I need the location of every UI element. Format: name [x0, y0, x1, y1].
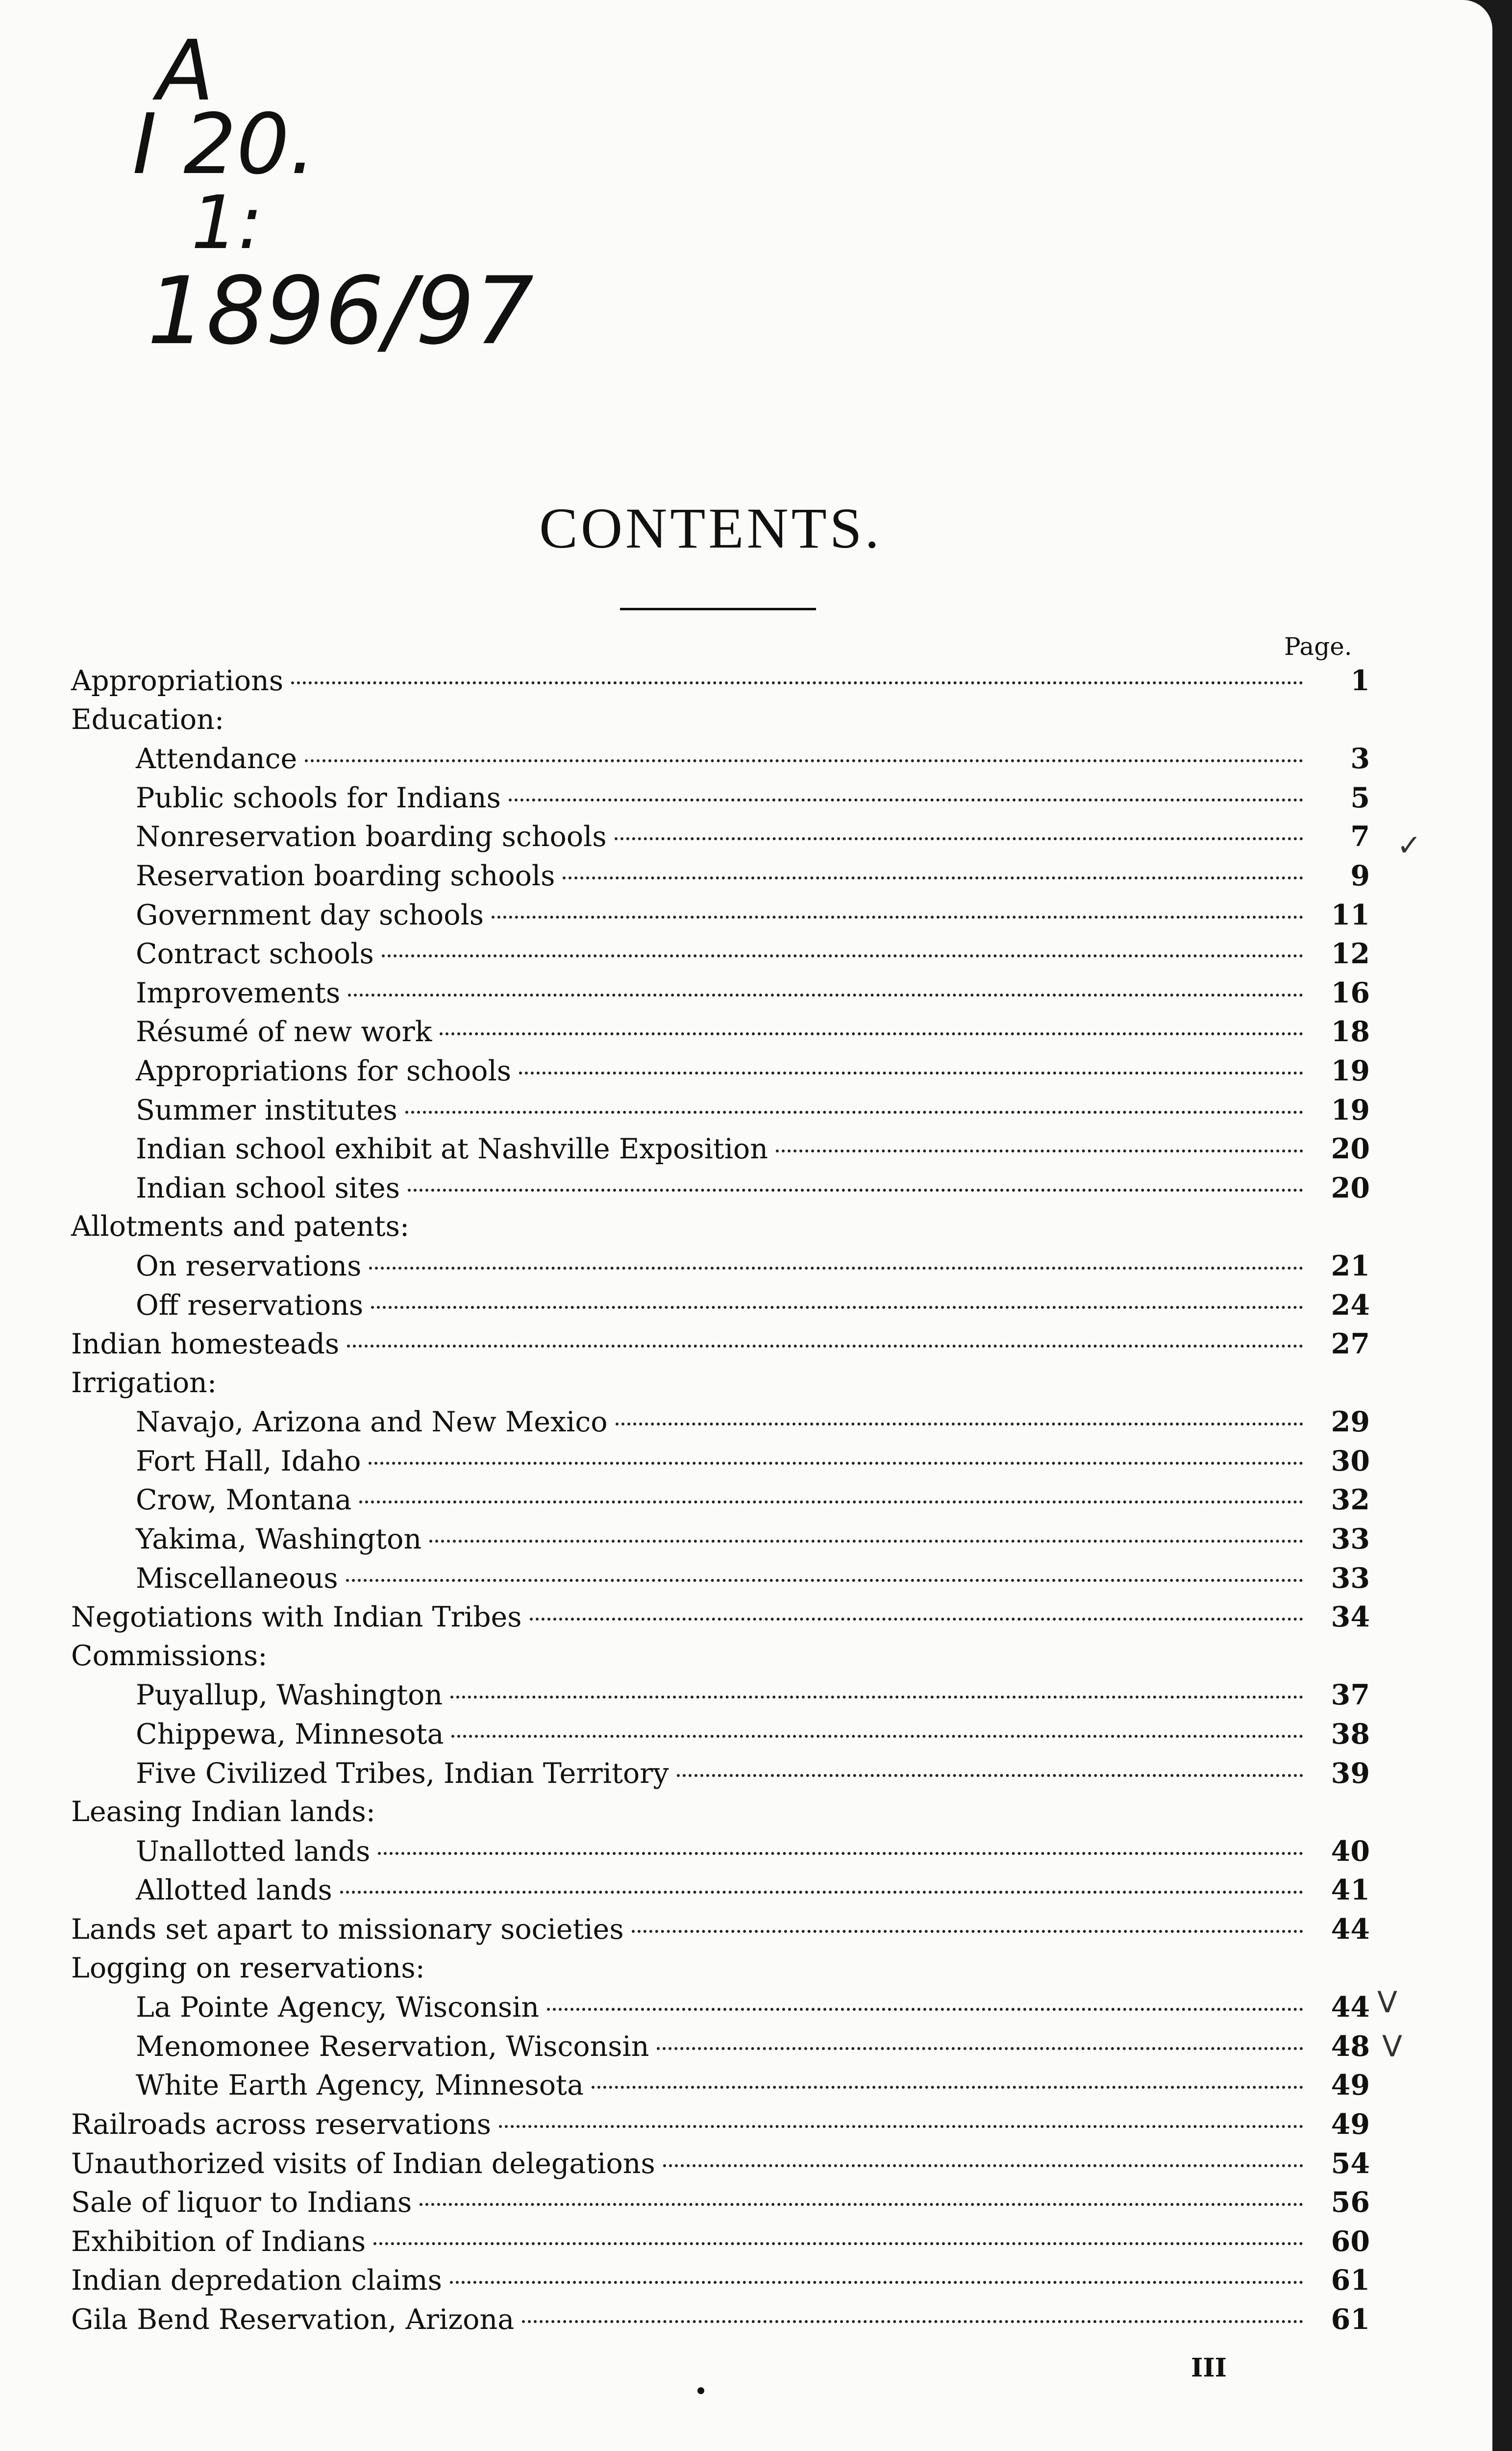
contents-entry — [71, 1132, 1370, 1172]
contents-entry — [71, 1913, 1370, 1952]
entry-label: Appropriations — [71, 665, 284, 697]
contents-entry — [71, 1054, 1370, 1094]
entry-page-number: 34 — [1331, 1601, 1370, 1634]
entry-page-number: 32 — [1331, 1483, 1370, 1517]
contents-section-heading — [71, 1210, 1370, 1250]
entry-label: White Earth Agency, Minnesota — [136, 2069, 584, 2102]
dot-leader — [347, 1345, 1303, 1348]
dot-leader — [509, 799, 1303, 801]
contents-entry — [71, 1483, 1370, 1523]
entry-page-number: 44 — [1331, 1991, 1370, 2024]
title-rule — [620, 608, 816, 610]
entry-label: Gila Bend Reservation, Arizona — [71, 2303, 515, 2336]
entry-label: Unauthorized visits of Indian delegations — [71, 2147, 655, 2180]
contents-section-heading — [71, 703, 1370, 743]
entry-label: Chippewa, Minnesota — [136, 1718, 444, 1751]
page-folio: III — [1191, 2353, 1227, 2383]
entry-page-number: 33 — [1331, 1523, 1370, 1556]
contents-entry — [71, 1718, 1370, 1757]
contents-entry — [71, 1991, 1370, 2030]
entry-label: Education: — [71, 703, 224, 736]
entry-page-number: 20 — [1331, 1171, 1370, 1204]
dot-leader — [429, 1540, 1303, 1543]
margin-check-mark: ✓ — [1397, 828, 1422, 863]
dot-leader — [369, 1462, 1303, 1465]
entry-label: Menomonee Reservation, Wisconsin — [136, 2030, 649, 2063]
entry-page-number: 12 — [1331, 937, 1370, 971]
contents-section-heading — [71, 1640, 1370, 1679]
contents-list — [71, 664, 1370, 2342]
entry-page-number: 56 — [1331, 2186, 1370, 2219]
entry-page-number: 9 — [1350, 859, 1370, 892]
dot-leader — [378, 1852, 1303, 1855]
entry-label: Sale of liquor to Indians — [71, 2186, 412, 2219]
entry-page-number: 5 — [1350, 781, 1370, 814]
dot-leader — [382, 954, 1303, 957]
contents-entry — [71, 781, 1370, 821]
contents-entry — [71, 2303, 1370, 2342]
entry-page-number: 33 — [1331, 1561, 1370, 1595]
contents-entry — [71, 2069, 1370, 2108]
contents-entry — [71, 820, 1370, 859]
dot-leader — [522, 2320, 1303, 2323]
contents-entry — [71, 1562, 1370, 1601]
entry-label: Off reservations — [136, 1289, 364, 1322]
contents-section-heading — [71, 1367, 1370, 1406]
entry-label: Five Civilized Tribes, Indian Territory — [136, 1757, 669, 1790]
entry-page-number: 49 — [1331, 2107, 1370, 2141]
dot-leader — [346, 1579, 1303, 1582]
contents-entry — [71, 1327, 1370, 1367]
ink-dot — [697, 2387, 704, 2394]
entry-page-number: 41 — [1331, 1874, 1370, 1907]
entry-label: Unallotted lands — [136, 1835, 371, 1868]
entry-label: Contract schools — [136, 938, 374, 971]
entry-label: Allotments and patents: — [71, 1210, 410, 1243]
entry-label: Irrigation: — [71, 1366, 217, 1399]
contents-entry — [71, 2186, 1370, 2225]
entry-label: Exhibition of Indians — [71, 2225, 366, 2258]
contents-section-heading — [71, 1796, 1370, 1835]
entry-label: Railroads across reservations — [71, 2108, 491, 2141]
contents-entry — [71, 2225, 1370, 2264]
dot-leader — [408, 1189, 1303, 1192]
entry-label: Negotiations with Indian Tribes — [71, 1601, 522, 1634]
margin-check-mark: V — [1382, 2029, 1403, 2064]
entry-page-number: 27 — [1331, 1327, 1370, 1361]
dot-leader — [420, 2203, 1303, 2206]
entry-page-number: 48 — [1331, 2029, 1370, 2063]
entry-label: Navajo, Arizona and New Mexico — [136, 1406, 608, 1439]
contents-entry — [71, 1015, 1370, 1054]
entry-page-number: 19 — [1331, 1054, 1370, 1087]
contents-entry — [71, 2264, 1370, 2303]
entry-label: Government day schools — [136, 899, 484, 931]
dot-leader — [499, 2125, 1303, 2128]
entry-label: Indian depredation claims — [71, 2264, 442, 2297]
entry-label: Indian school exhibit at Nashville Exposition — [136, 1133, 768, 1166]
entry-label: Indian homesteads — [71, 1328, 340, 1361]
contents-entry — [71, 1757, 1370, 1796]
entry-label: Leasing Indian lands: — [71, 1796, 375, 1828]
contents-entry — [71, 859, 1370, 899]
entry-page-number: 3 — [1350, 742, 1370, 775]
entry-page-number: 40 — [1331, 1834, 1370, 1868]
dot-leader — [359, 1501, 1303, 1503]
entry-label: Nonreservation boarding schools — [136, 821, 607, 853]
dot-leader — [450, 2281, 1303, 2284]
dot-leader — [373, 2242, 1303, 2245]
contents-entry — [71, 1405, 1370, 1445]
dot-leader — [492, 916, 1303, 919]
entry-page-number: 11 — [1331, 898, 1370, 931]
entry-page-number: 60 — [1331, 2225, 1370, 2258]
dot-leader — [776, 1150, 1303, 1152]
entry-label: Lands set apart to missionary societies — [71, 1913, 624, 1946]
entry-page-number: 61 — [1331, 2264, 1370, 2297]
handwritten-year-annotation: 1896/97 — [147, 257, 534, 365]
contents-entry — [71, 976, 1370, 1016]
entry-page-number: 49 — [1331, 2069, 1370, 2102]
dot-leader — [348, 994, 1303, 997]
handwritten-call-number-line-1: A — [157, 23, 214, 120]
entry-page-number: 29 — [1331, 1405, 1370, 1439]
contents-entry — [71, 1874, 1370, 1913]
dot-leader — [291, 681, 1303, 684]
contents-entry — [71, 1250, 1370, 1289]
entry-page-number: 20 — [1331, 1132, 1370, 1166]
dot-leader — [450, 1696, 1303, 1699]
page-title: CONTENTS. — [539, 496, 882, 560]
entry-label: Indian school sites — [136, 1172, 400, 1204]
contents-entry — [71, 2030, 1370, 2069]
dot-leader — [615, 837, 1303, 840]
entry-page-number: 24 — [1331, 1288, 1370, 1322]
entry-page-number: 54 — [1331, 2147, 1370, 2180]
contents-entry — [71, 937, 1370, 976]
entry-label: Miscellaneous — [136, 1562, 338, 1595]
entry-label: Fort Hall, Idaho — [136, 1445, 361, 1477]
entry-label: Résumé of new work — [136, 1016, 432, 1049]
entry-label: Summer institutes — [136, 1094, 397, 1126]
entry-page-number: 16 — [1331, 976, 1370, 1009]
dot-leader — [340, 1891, 1303, 1894]
contents-section-heading — [71, 1952, 1370, 1991]
contents-entry — [71, 899, 1370, 938]
dot-leader — [616, 1423, 1303, 1426]
entry-label: Appropriations for schools — [136, 1054, 511, 1087]
contents-entry — [71, 742, 1370, 781]
dot-leader — [632, 1930, 1303, 1933]
contents-entry — [71, 1678, 1370, 1718]
contents-entry — [71, 1523, 1370, 1562]
entry-page-number: 7 — [1350, 820, 1370, 853]
entry-page-number: 30 — [1331, 1444, 1370, 1477]
dot-leader — [563, 876, 1303, 879]
dot-leader — [530, 1618, 1303, 1621]
margin-check-mark: V — [1377, 1985, 1398, 2020]
entry-label: Reservation boarding schools — [136, 859, 555, 892]
dot-leader — [405, 1111, 1303, 1114]
entry-label: Yakima, Washington — [136, 1523, 422, 1556]
handwritten-call-number-line-2: I 20. — [132, 96, 316, 193]
entry-label: Allotted lands — [136, 1874, 332, 1907]
contents-entry — [71, 1601, 1370, 1640]
dot-leader — [677, 1774, 1303, 1777]
dot-leader — [451, 1735, 1303, 1738]
handwritten-call-number-line-3: 1: — [191, 180, 263, 266]
entry-label: Commissions: — [71, 1639, 268, 1672]
entry-page-number: 37 — [1331, 1678, 1370, 1712]
dot-leader — [657, 2047, 1303, 2050]
entry-label: On reservations — [136, 1250, 362, 1282]
dot-leader — [519, 1072, 1303, 1075]
entry-page-number: 19 — [1331, 1093, 1370, 1126]
entry-label: La Pointe Agency, Wisconsin — [136, 1991, 540, 2024]
entry-page-number: 39 — [1331, 1756, 1370, 1790]
dot-leader — [305, 759, 1303, 762]
dot-leader — [592, 2086, 1303, 2089]
entry-label: Puyallup, Washington — [136, 1679, 443, 1712]
page-column-header: Page. — [1284, 632, 1352, 661]
entry-label: Public schools for Indians — [136, 781, 501, 814]
entry-page-number: 38 — [1331, 1718, 1370, 1751]
contents-entry — [71, 2108, 1370, 2147]
contents-entry — [71, 2147, 1370, 2186]
entry-page-number: 61 — [1331, 2302, 1370, 2336]
entry-page-number: 21 — [1331, 1249, 1370, 1282]
dot-leader — [663, 2164, 1303, 2167]
entry-label: Crow, Montana — [136, 1484, 352, 1517]
contents-entry — [71, 1835, 1370, 1874]
dot-leader — [547, 2008, 1303, 2011]
entry-page-number: 1 — [1350, 664, 1370, 697]
dot-leader — [440, 1032, 1303, 1035]
contents-entry — [71, 1094, 1370, 1133]
dot-leader — [371, 1306, 1303, 1309]
entry-label: Attendance — [136, 743, 297, 775]
entry-label: Improvements — [136, 976, 341, 1009]
dot-leader — [369, 1267, 1303, 1270]
contents-entry — [71, 1445, 1370, 1484]
entry-label: Logging on reservations: — [71, 1951, 425, 1984]
contents-entry — [71, 664, 1370, 703]
contents-entry — [71, 1289, 1370, 1328]
contents-entry — [71, 1172, 1370, 1211]
entry-page-number: 44 — [1331, 1913, 1370, 1946]
entry-page-number: 18 — [1331, 1015, 1370, 1049]
